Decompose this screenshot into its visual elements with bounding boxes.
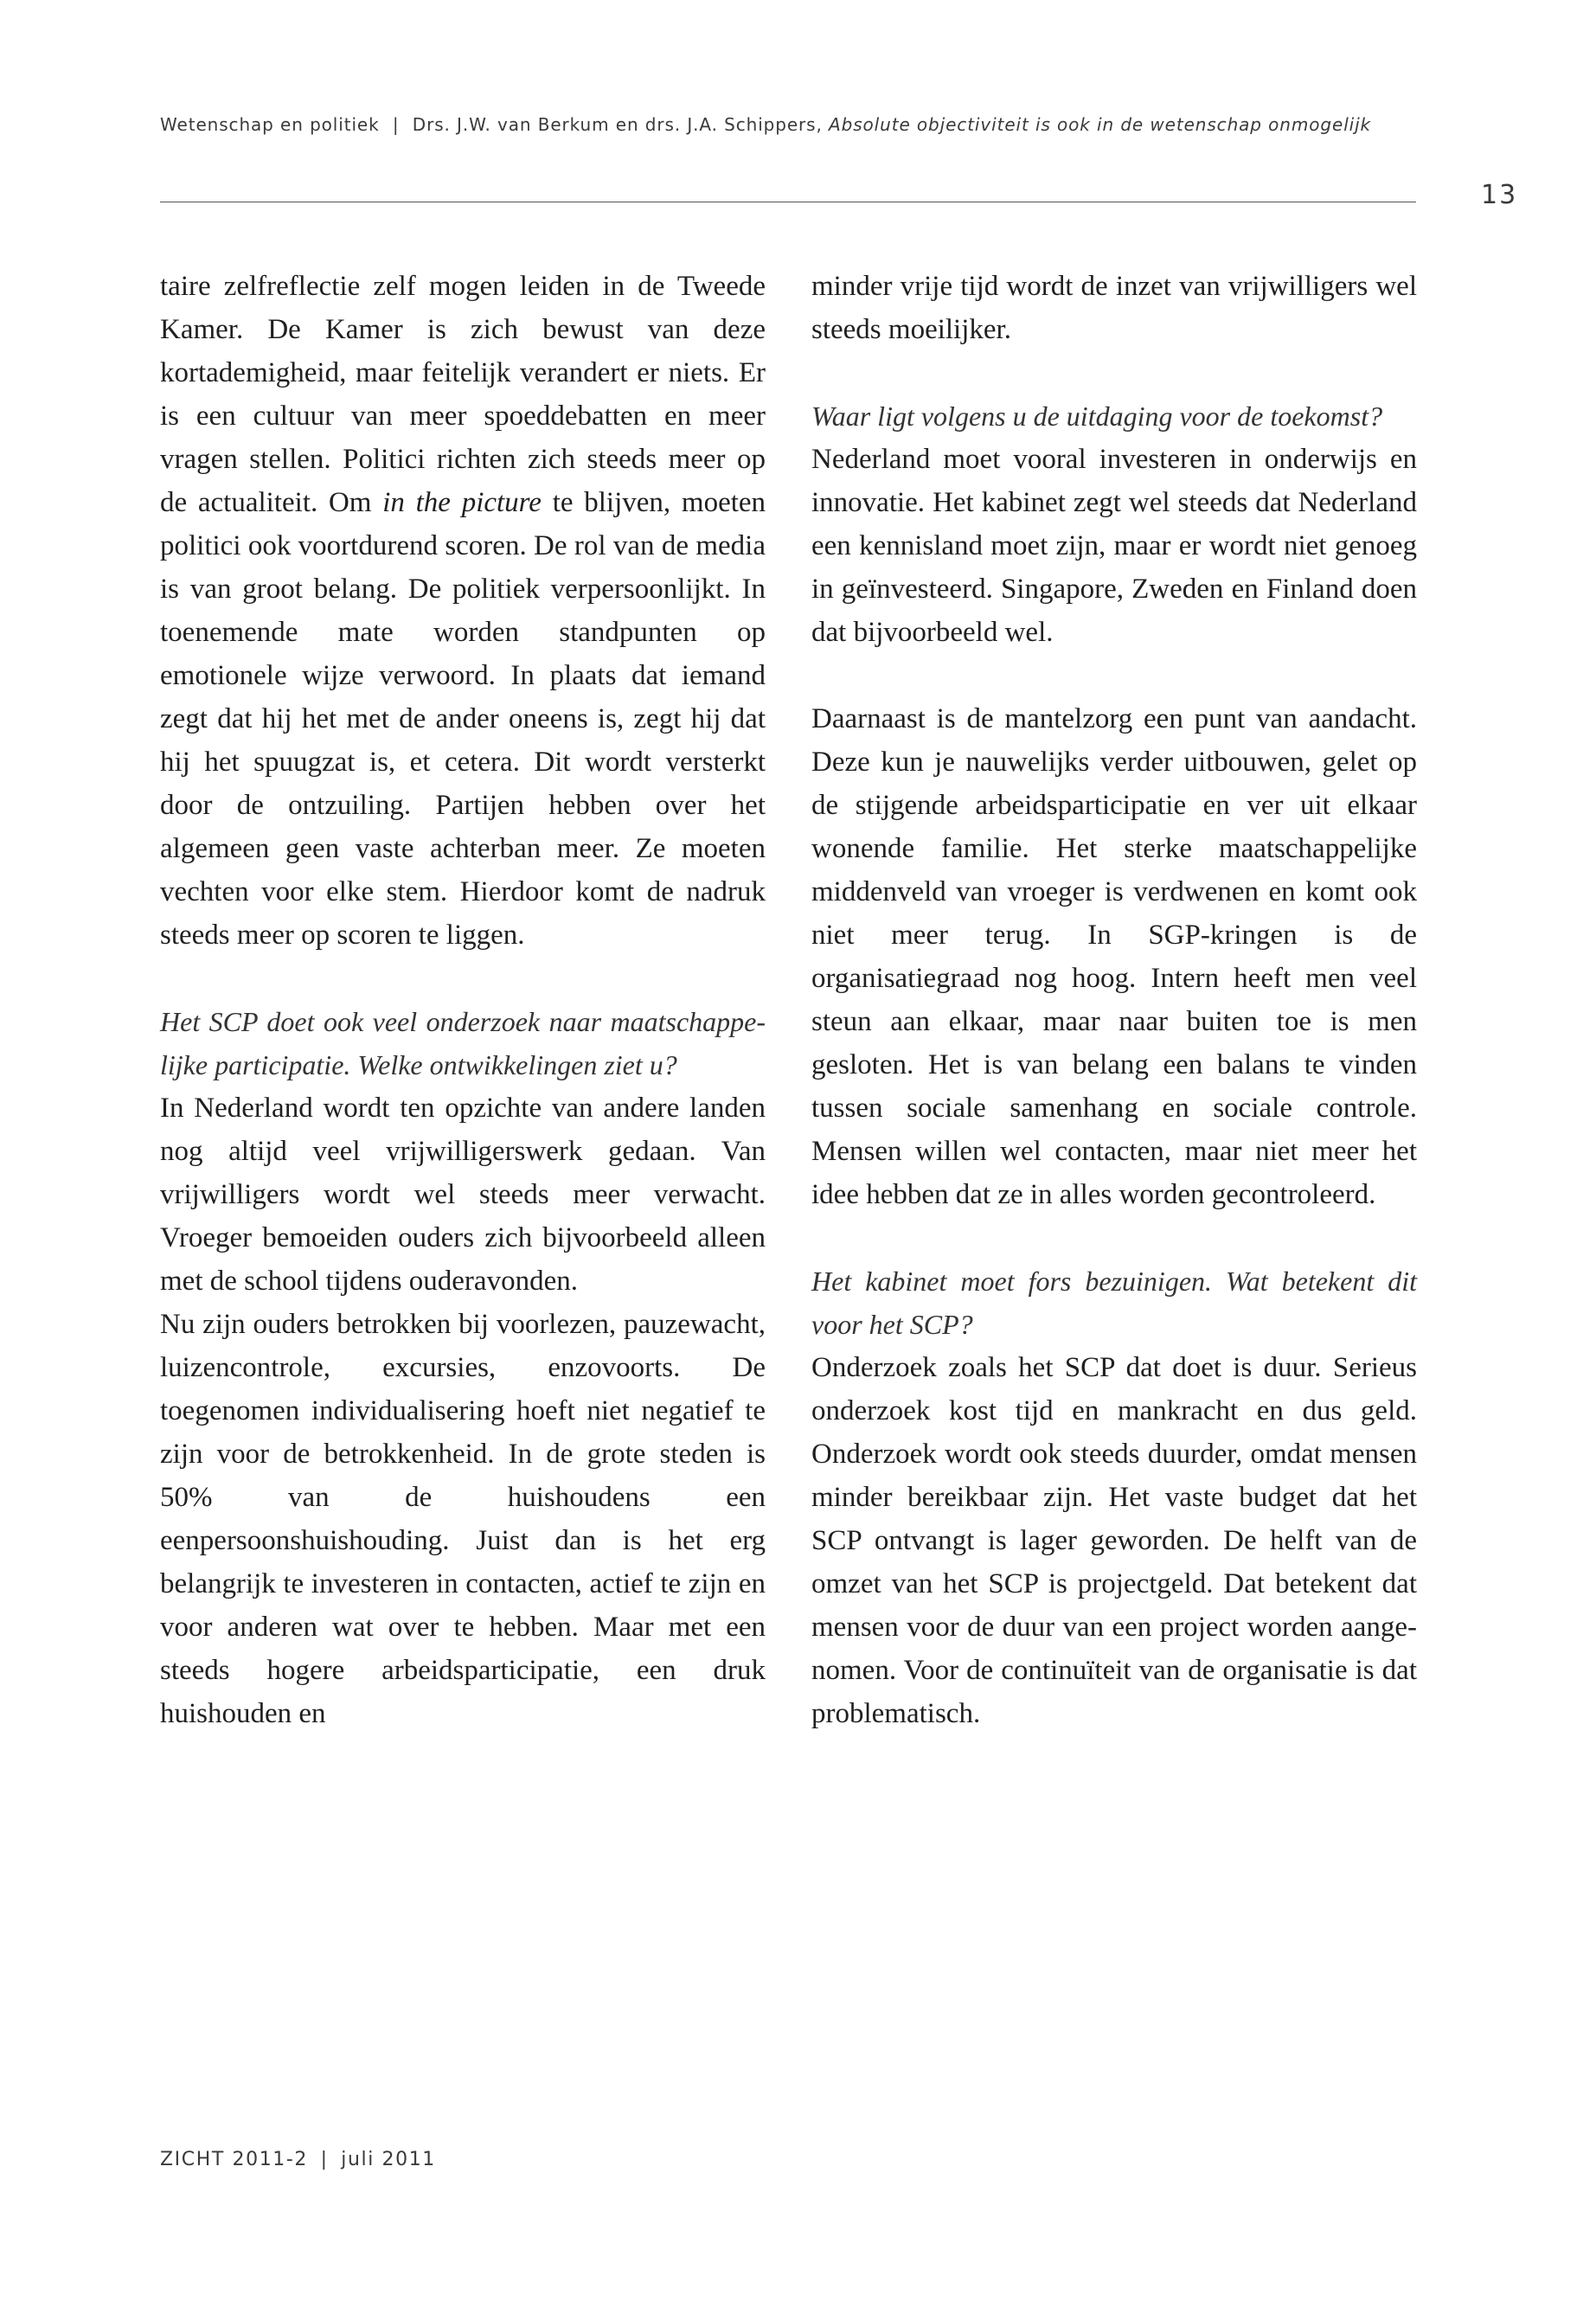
paragraph: Nederland moet vooral investeren in onderwijs en innovatie. Het kabinet zegt wel steeds dat Nederland een kennisland moet zijn, maar er wordt niet genoeg in geïnvesteerd. Singapore, Zweden en Finland doen dat bijvoorbeeld wel. [811,444,1417,648]
paragraph: Daarnaast is de mantelzorg een punt van aandacht. Deze kun je nauwelijks verder uitbouwen, gelet op de stijgende arbeidsparticipatie en ver uit elkaar wonende familie. Het sterke maatschappelijke middenveld van vroeger is verdwenen en komt ook niet meer terug. In SGP-kringen is de organisatiegraad nog hoog. Intern heeft men veel steun aan elkaar, maar naar buiten toe is men gesloten. Het is van belang een balans te vinden tussen sociale samenhang en sociale controle. Mensen willen wel contacten, maar niet meer het idee hebben dat ze in alles worden gecontroleerd. [811,703,1417,1210]
interview-question: Waar ligt volgens u de uitdaging voor de toekomst? [811,401,1383,432]
header-separator: | [392,114,400,135]
right-column [811,265,1417,1735]
header-article-title: Absolute objectiviteit is ook in de wetenschap onmogelijk [829,114,1372,135]
italic-phrase: in the picture [382,487,542,518]
paragraph: Onderzoek zoals het SCP dat doet is duur. Serieus onderzoek kost tijd en mankracht en dus geld. Onderzoek wordt ook steeds duurder, omdat mensen minder bereikbaar zijn. Het vaste budget dat het SCP ontvangt is lager geworden. De helft van de omzet van het SCP is projectgeld. Dat betekent dat mensen voor de duur van een project worden aangenomen. Voor de continuïteit van de organisatie is dat problematisch. [811,1352,1417,1729]
paragraph: minder vrije tijd wordt de inzet van vrijwilligers wel steeds moeilijker. [811,271,1417,345]
interview-question: Het kabinet moet fors bezuinigen. Wat betekent dit voor het SCP? [811,1266,1417,1340]
left-column [160,265,766,1735]
running-header [160,114,1440,135]
footer-separator: | [320,2149,329,2170]
page-number: 13 [1481,180,1518,210]
header-section: Wetenschap en politiek [160,114,380,135]
footer [160,2149,436,2170]
paragraph: taire zelfreflectie zelf mogen leiden in de Tweede Kamer. De Kamer is zich bewust van deze kortademigheid, maar feitelijk verandert er niets. Er is een cultuur van meer spoeddebatten en meer vragen stellen. Politici richten zich steeds meer op de actualiteit. Om in the picture te blijven, moeten politici ook voortdurend scoren. De rol van de media is van groot belang. De politiek verpersoonlijkt. In toenemende mate worden standpunten op emotionele wijze verwoord. In plaats dat iemand zegt dat hij het met de ander oneens is, zegt hij dat hij het spuugzat is, et cetera. Dit wordt versterkt door de ontzuiling. Partijen hebben over het algemeen geen vaste achterban meer. Ze moeten vechten voor elke stem. Hierdoor komt de nadruk steeds meer op scoren te liggen. [160,271,766,951]
footer-publication: ZICHT 2011-2 [160,2149,309,2170]
header-authors: Drs. J.W. van Berkum en drs. J.A. Schippers, [412,114,823,135]
paragraph: In Nederland wordt ten opzichte van andere landen nog altijd veel vrijwilligerswerk gedaan. Van vrijwilligers wordt wel steeds meer verwacht. Vroeger bemoeiden ouders zich bijvoorbeeld alleen met de school tijdens ouderavonden. [160,1093,766,1297]
footer-date: juli 2011 [341,2149,436,2170]
interview-question: Het SCP doet ook veel onderzoek naar maatschappelijke participatie. Welke ontwikkelingen ziet u? [160,1006,766,1080]
paragraph: Nu zijn ouders betrokken bij voorlezen, pauzewacht, luizencontrole, excursies, enzovoorts. De toegenomen individualisering hoeft niet negatief te zijn voor de betrokkenheid. In de grote steden is 50% van de huishoudens een eenpersoonshuishouding. Juist dan is het erg belangrijk te investeren in contacten, actief te zijn en voor anderen wat over te hebben. Maar met een steeds hogere arbeidsparticipatie, een druk huishouden en [160,1309,766,1729]
